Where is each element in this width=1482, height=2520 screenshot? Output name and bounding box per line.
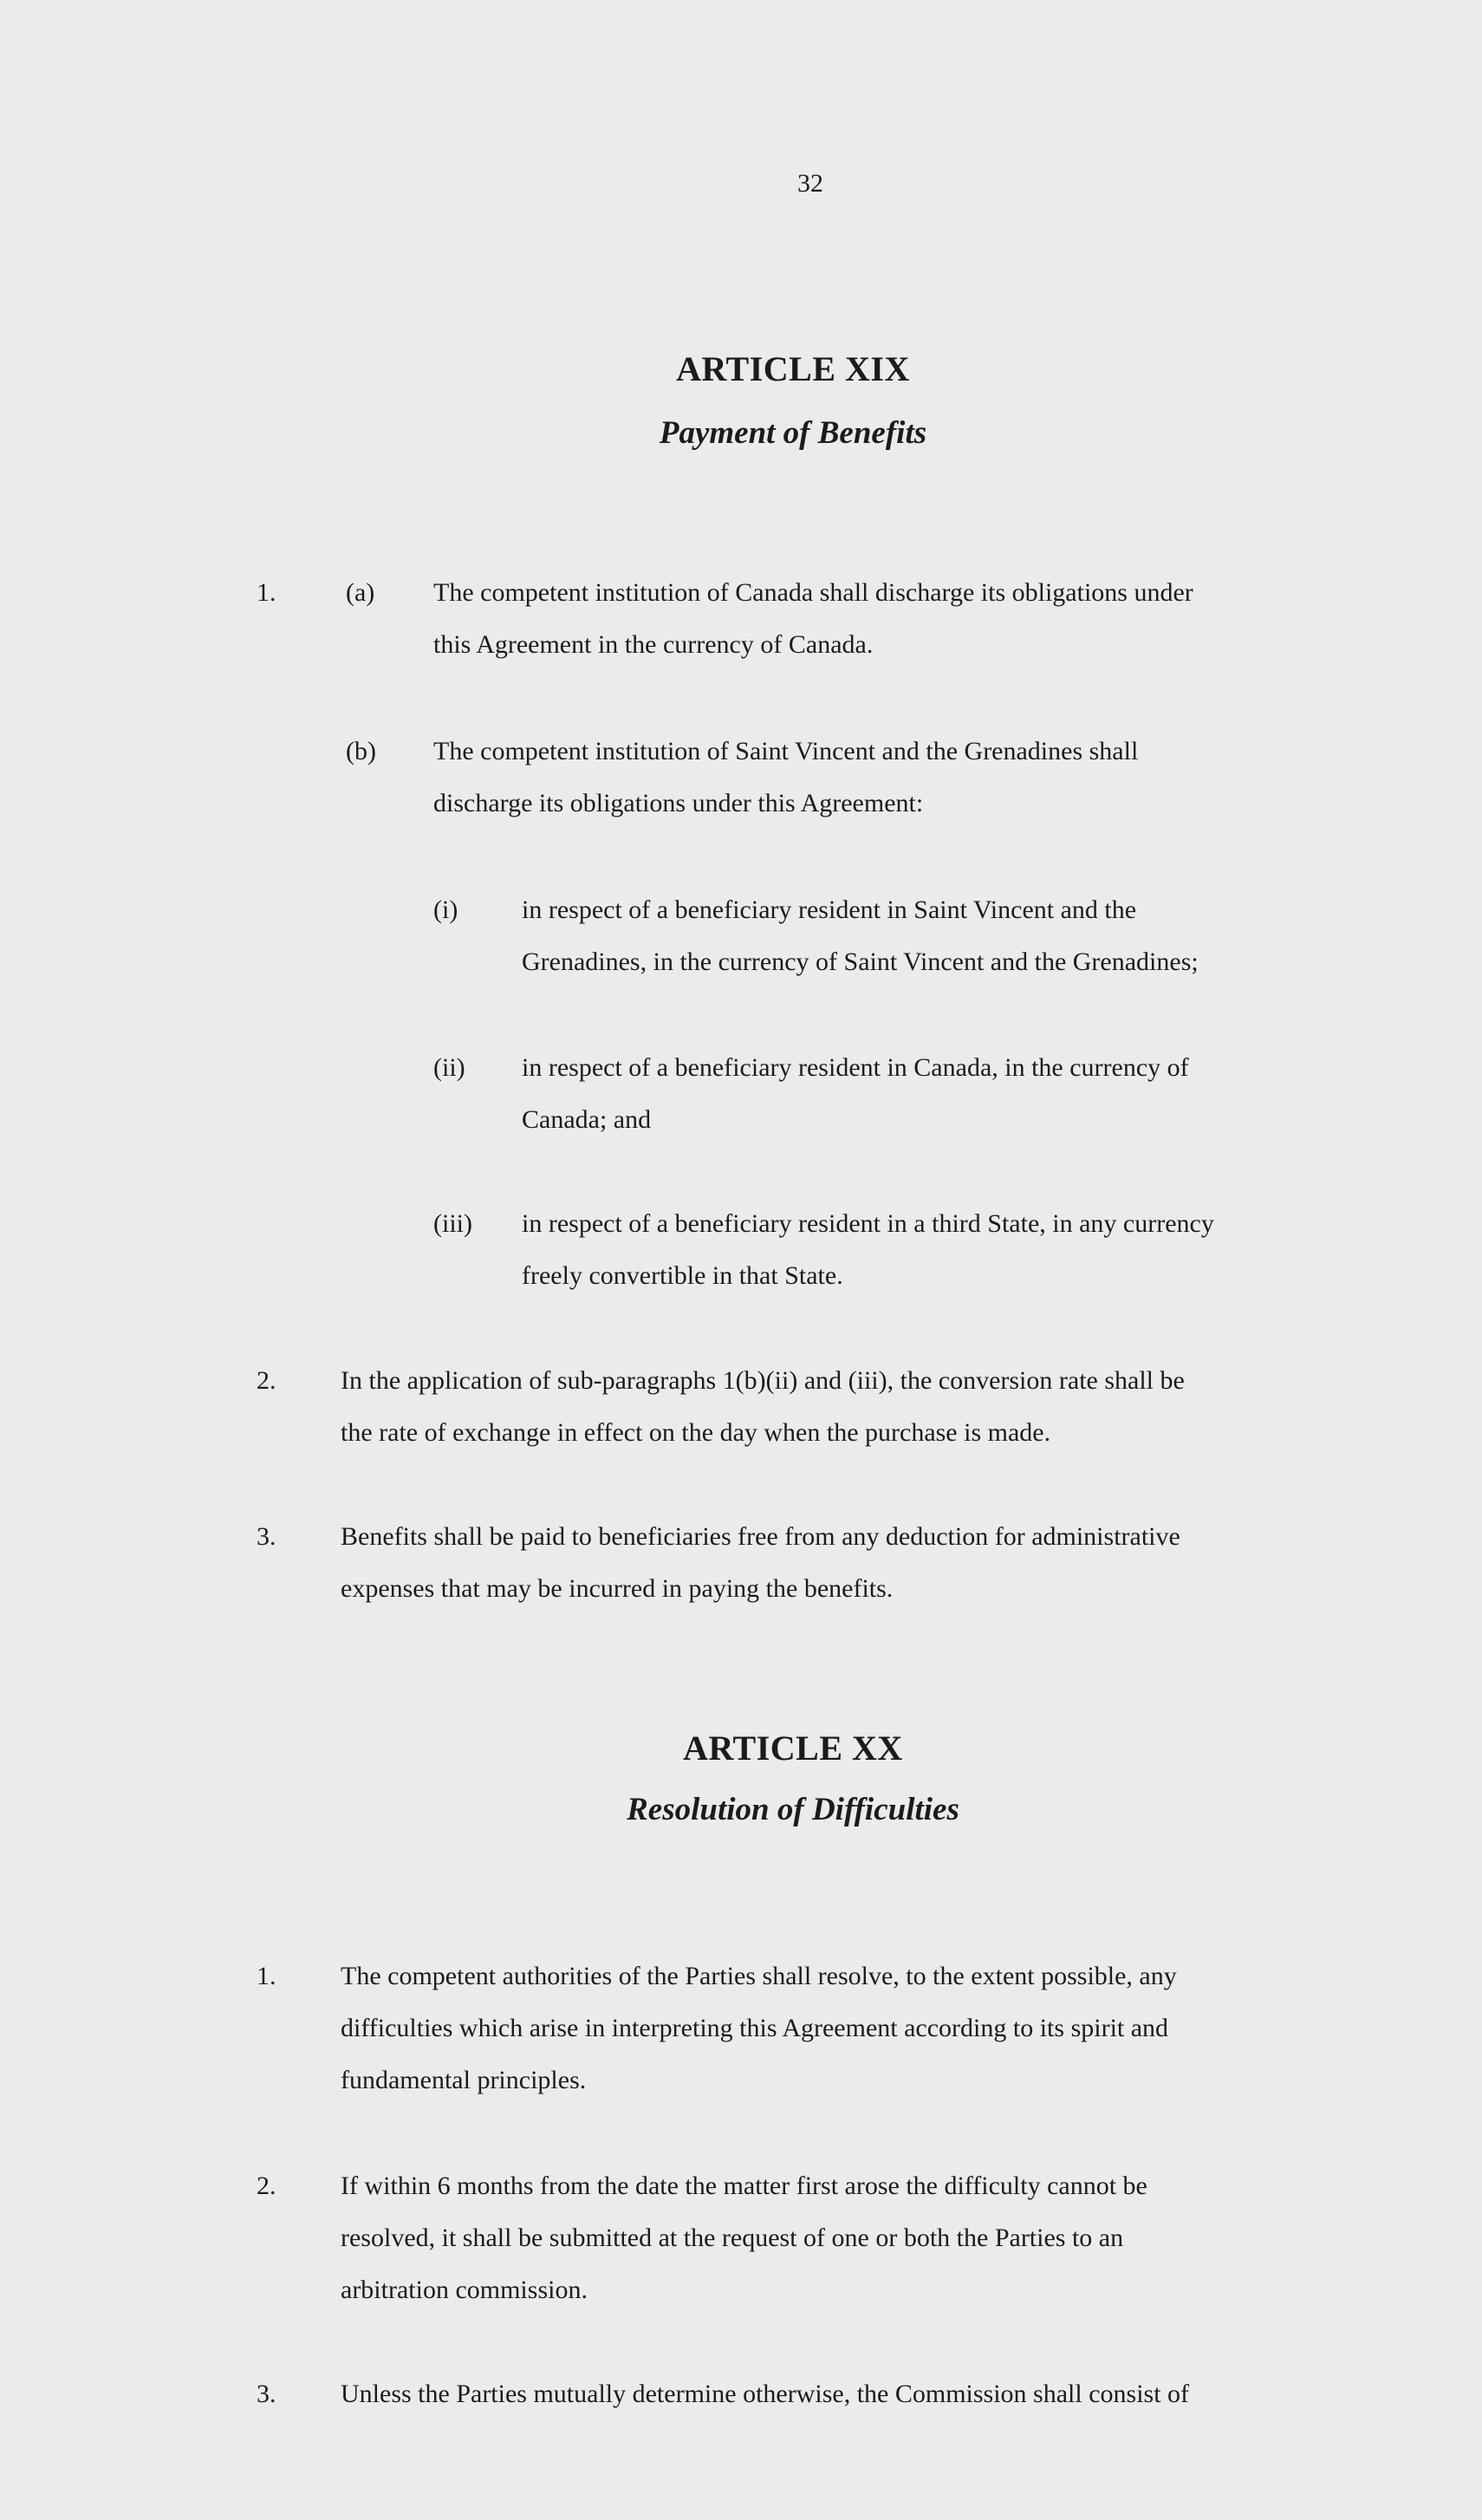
article-19-paragraph-3-number: 3. [257, 1522, 276, 1551]
article-19-paragraph-1b-line-2: discharge its obligations under this Agreement: [433, 789, 924, 817]
article-19-subparagraph-iii-label: (iii) [433, 1209, 472, 1238]
article-19-subheading: Payment of Benefits [659, 415, 927, 451]
article-19-heading: ARTICLE XIX [676, 349, 910, 388]
article-19-paragraph-2-number: 2. [257, 1366, 276, 1395]
article-19-paragraph-1b-label: (b) [346, 737, 376, 765]
article-19-paragraph-2-line-2: the rate of exchange in effect on the day when the purchase is made. [341, 1418, 1051, 1447]
article-20-paragraph-3-number: 3. [257, 2380, 276, 2408]
article-20-paragraph-2-number: 2. [257, 2172, 276, 2200]
article-19-paragraph-1a-line-2: this Agreement in the currency of Canada. [433, 630, 874, 659]
page-number: 32 [797, 169, 823, 198]
article-20-paragraph-2-line-3: arbitration commission. [341, 2276, 588, 2304]
article-20-paragraph-1-number: 1. [257, 1962, 276, 1990]
article-19-paragraph-1-number: 1. [257, 578, 276, 607]
article-19-paragraph-3-line-2: expenses that may be incurred in paying the benefits. [341, 1574, 894, 1603]
article-20-paragraph-1-line-2: difficulties which arise in interpreting this Agreement according to its spirit and [341, 2014, 1169, 2042]
article-19-subparagraph-i-label: (i) [433, 895, 458, 924]
article-19-subparagraph-ii-line-1: in respect of a beneficiary resident in Canada, in the currency of [522, 1053, 1189, 1082]
article-20-paragraph-3-line-1: Unless the Parties mutually determine otherwise, the Commission shall consist of [341, 2380, 1190, 2408]
article-19-subparagraph-ii-line-2: Canada; and [522, 1105, 652, 1134]
article-19-paragraph-3-line-1: Benefits shall be paid to beneficiaries free from any deduction for administrative [341, 1522, 1180, 1551]
article-20-paragraph-2-line-1: If within 6 months from the date the matter first arose the difficulty cannot be [341, 2172, 1147, 2200]
article-19-subparagraph-ii-label: (ii) [433, 1053, 465, 1082]
article-20-paragraph-1-line-1: The competent authorities of the Parties shall resolve, to the extent possible, any [341, 1962, 1177, 1990]
article-19-paragraph-2-line-1: In the application of sub-paragraphs 1(b)(ii) and (iii), the conversion rate shall be [341, 1366, 1185, 1395]
article-19-subparagraph-iii-line-1: in respect of a beneficiary resident in a third State, in any currency [522, 1209, 1214, 1238]
article-20-heading: ARTICLE XX [683, 1729, 903, 1768]
article-19-subparagraph-i-line-2: Grenadines, in the currency of Saint Vincent and the Grenadines; [522, 947, 1199, 976]
article-19-paragraph-1b-line-1: The competent institution of Saint Vincent and the Grenadines shall [433, 737, 1139, 765]
article-20-paragraph-1-line-3: fundamental principles. [341, 2066, 587, 2094]
article-19-subparagraph-i-line-1: in respect of a beneficiary resident in Saint Vincent and the [522, 895, 1137, 924]
article-19-subparagraph-iii-line-2: freely convertible in that State. [522, 1261, 843, 1290]
article-19-paragraph-1a-line-1: The competent institution of Canada shall discharge its obligations under [433, 578, 1193, 607]
article-20-subheading: Resolution of Difficulties [627, 1792, 959, 1827]
article-19-paragraph-1a-label: (a) [346, 578, 375, 607]
article-20-paragraph-2-line-2: resolved, it shall be submitted at the request of one or both the Parties to an [341, 2224, 1124, 2252]
